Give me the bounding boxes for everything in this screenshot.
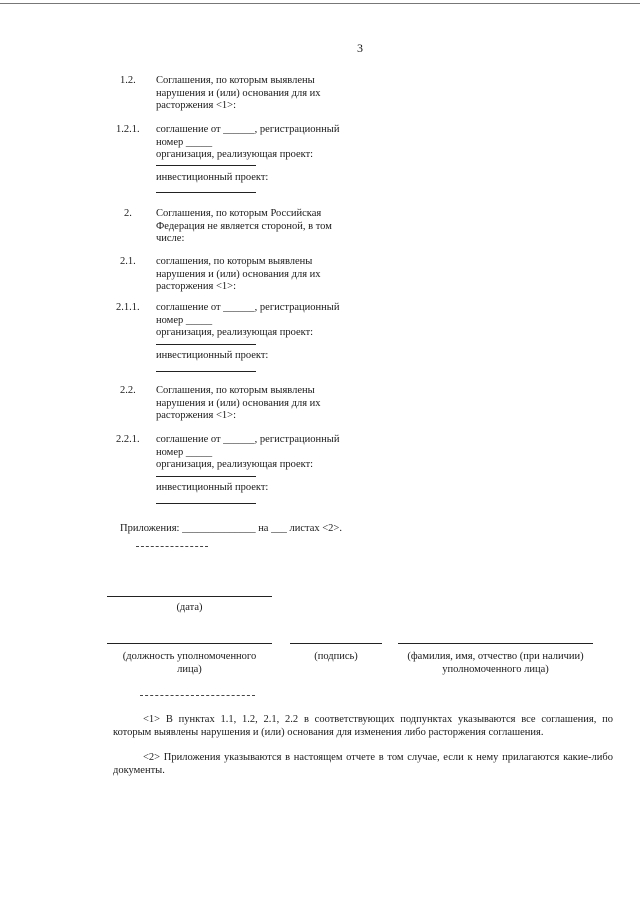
- name-label: (фамилия, имя, отчество (при наличии) уполномоченного лица): [407, 651, 584, 675]
- item-number: 2.1.: [120, 256, 136, 267]
- footnote-separator: [140, 695, 255, 696]
- project-label: инвестиционный проект:: [156, 172, 269, 183]
- item-number: 2.: [124, 208, 132, 219]
- page-number: 3: [357, 41, 363, 55]
- item-number: 2.2.1.: [116, 434, 140, 445]
- item-text: соглашение от ______, регистрационный номер _____ организация, реализующая проект:: [156, 302, 340, 338]
- item-number: 2.1.1.: [116, 302, 140, 313]
- item-number: 1.2.1.: [116, 124, 140, 135]
- project-line: [156, 503, 256, 504]
- date-label: (дата): [176, 602, 203, 613]
- project-line: [156, 371, 256, 372]
- position-line: [107, 643, 272, 644]
- item-text: Соглашения, по которым Российская Федерация не является стороной, в том числе:: [156, 208, 332, 244]
- item-text: соглашения, по которым выявлены нарушения и (или) основания для их расторжения <1>:: [156, 256, 321, 292]
- footnote-1: <1> В пунктах 1.1, 1.2, 2.1, 2.2 в соответствующих подпунктах указываются все соглашения, по которым выявлены нарушения и (или) основания для изменения либо расторжения соглашения.: [113, 714, 613, 738]
- name-line: [398, 643, 593, 644]
- dashed-underline: [136, 546, 208, 547]
- organization-line: [156, 476, 256, 477]
- project-line: [156, 192, 256, 193]
- signature-line: [290, 643, 382, 644]
- date-line: [107, 596, 272, 597]
- top-rule: [0, 3, 640, 4]
- project-label: инвестиционный проект:: [156, 482, 269, 493]
- item-text: соглашение от ______, регистрационный номер _____ организация, реализующая проект:: [156, 434, 340, 470]
- project-label: инвестиционный проект:: [156, 350, 269, 361]
- item-text: соглашение от ______, регистрационный номер _____ организация, реализующая проект:: [156, 124, 340, 160]
- position-label: (должность уполномоченного лица): [122, 651, 257, 675]
- organization-line: [156, 344, 256, 345]
- footnote-2: <2> Приложения указываются в настоящем отчете в том случае, если к нему прилагаются какие-либо документы.: [113, 752, 613, 776]
- attachments-line: Приложения: ______________ на ___ листах <2>.: [120, 523, 342, 534]
- item-number: 1.2.: [120, 75, 136, 86]
- item-text: Соглашения, по которым выявлены нарушения и (или) основания для их расторжения <1>:: [156, 75, 321, 111]
- organization-line: [156, 165, 256, 166]
- signature-label: (подпись): [314, 651, 358, 662]
- item-text: Соглашения, по которым выявлены нарушения и (или) основания для их расторжения <1>:: [156, 385, 321, 421]
- item-number: 2.2.: [120, 385, 136, 396]
